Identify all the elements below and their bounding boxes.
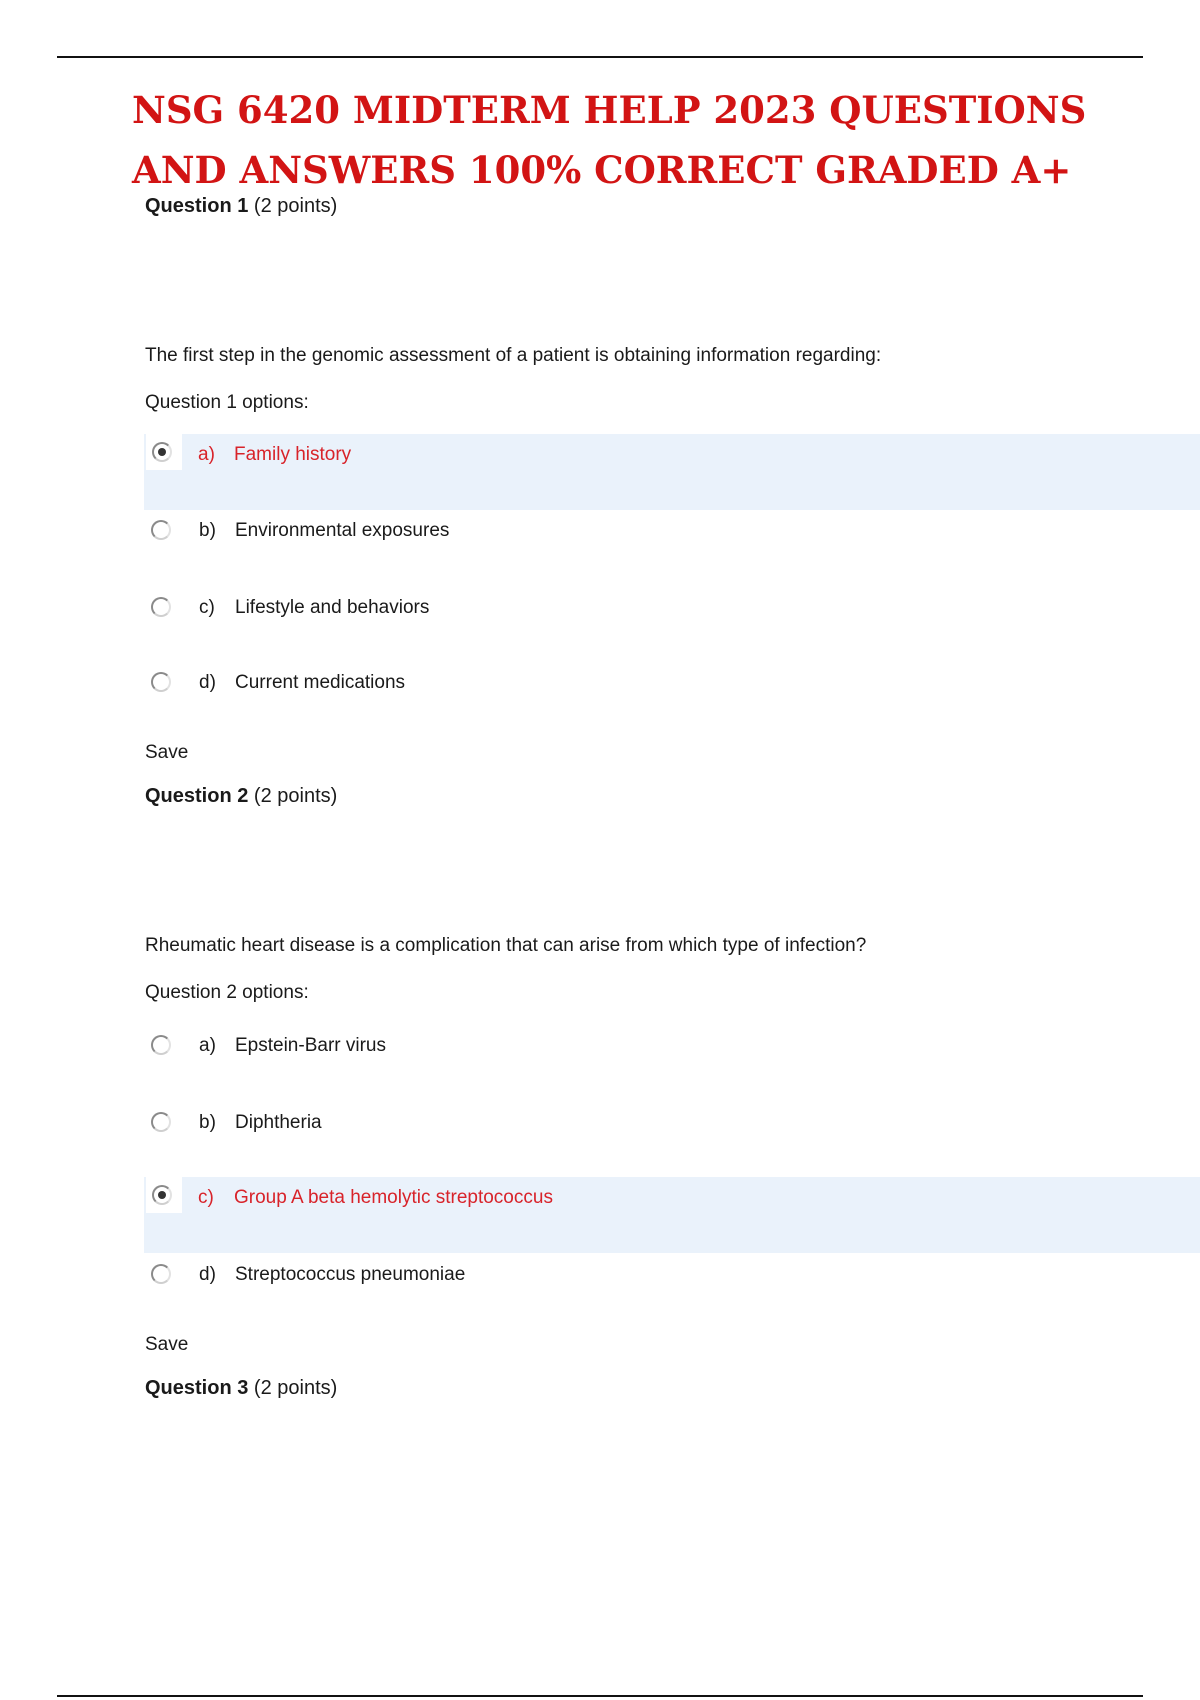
option-text: Current medications: [235, 672, 406, 693]
option-text: Group A beta hemolytic streptococcus: [234, 1187, 553, 1208]
top-rule: [57, 56, 1143, 58]
radio-unselected-icon[interactable]: [151, 597, 171, 617]
option-letter: a): [199, 1035, 216, 1056]
radio-unselected-icon[interactable]: [151, 520, 171, 540]
radio-unselected-icon[interactable]: [151, 1035, 171, 1055]
question-2-header: [145, 783, 337, 809]
question-2-points: (2 points): [253, 785, 338, 807]
option-text: Streptococcus pneumoniae: [235, 1264, 466, 1285]
question-2-save-button[interactable]: Save: [145, 1334, 189, 1355]
question-1-points: (2 points): [253, 195, 338, 217]
option-letter: d): [199, 672, 216, 693]
option-text: Lifestyle and behaviors: [235, 597, 430, 618]
question-1-label: Question 1: [145, 195, 249, 217]
option-text: Environmental exposures: [235, 520, 450, 541]
option-letter: c): [198, 1187, 214, 1208]
bottom-rule: [57, 1695, 1143, 1697]
option-letter: c): [199, 597, 215, 618]
radio-unselected-icon[interactable]: [151, 1264, 171, 1284]
radio-selected-icon[interactable]: [152, 1185, 172, 1205]
question-3-label: Question 3: [145, 1377, 249, 1399]
option-text: Family history: [234, 444, 352, 465]
option-letter: b): [199, 520, 216, 541]
question-1-header: [145, 193, 337, 219]
option-text: Diphtheria: [235, 1112, 322, 1133]
question-2-label: Question 2: [145, 785, 249, 807]
document-title: NSG 6420 MIDTERM HELP 2023 QUESTIONS AND ANSWERS 100% CORRECT GRADED A+: [132, 88, 1087, 192]
question-1-option-a[interactable]: [144, 434, 1200, 510]
radio-selected-icon[interactable]: [152, 442, 172, 462]
question-2-options-label: Question 2 options:: [145, 982, 309, 1003]
option-letter: d): [199, 1264, 216, 1285]
question-2-prompt: Rheumatic heart disease is a complication that can arise from which type of infection?: [145, 935, 867, 956]
question-3-points: (2 points): [253, 1377, 338, 1399]
question-1-prompt: The first step in the genomic assessment of a patient is obtaining information regarding:: [145, 345, 882, 366]
option-letter: b): [199, 1112, 216, 1133]
radio-unselected-icon[interactable]: [151, 672, 171, 692]
option-letter: a): [198, 444, 215, 465]
question-2-option-c[interactable]: [144, 1177, 1200, 1253]
question-1-save-button[interactable]: Save: [145, 742, 189, 763]
option-text: Epstein-Barr virus: [235, 1035, 386, 1056]
radio-unselected-icon[interactable]: [151, 1112, 171, 1132]
question-3-header: [145, 1375, 337, 1401]
question-1-options-label: Question 1 options:: [145, 392, 309, 413]
